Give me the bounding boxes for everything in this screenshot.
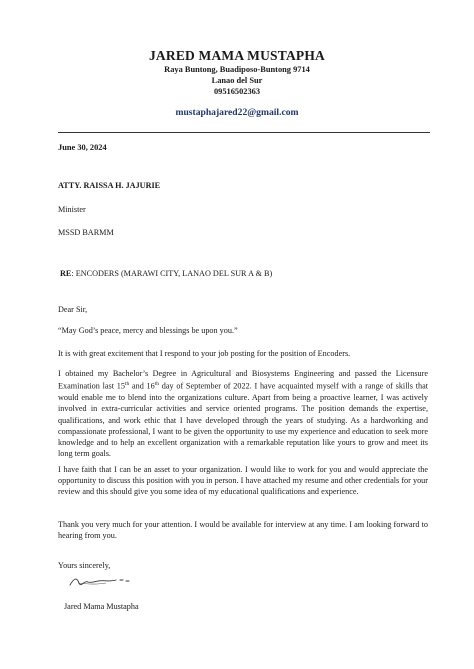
header-divider (58, 132, 430, 133)
paragraph-1: It is with great excitement that I respond to your job posting for the position of Encoders. (58, 349, 351, 358)
sender-email: mustaphajared22@gmail.com (175, 107, 299, 118)
sender-address-line2: Lanao del Sur (211, 76, 263, 85)
sender-phone: 09516502363 (213, 87, 261, 96)
greeting-quote: “May God’s peace, mercy and blessings be upon you.” (58, 326, 238, 335)
sender-name: JARED MAMA MUSTAPHA (148, 48, 326, 63)
subject-label: RE (60, 269, 72, 278)
recipient-office: MSSD BARMM (58, 228, 114, 237)
letter-date: June 30, 2024 (58, 143, 107, 152)
recipient-name: ATTY. RAISSA H. JAJURIE (58, 181, 161, 190)
ordinal-suffix: th (154, 381, 160, 388)
letterhead (0, 48, 474, 119)
ordinal-suffix: th (124, 381, 130, 388)
subject-text: : ENCODERS (MARAWI CITY, LANAO DEL SUR A & B) (71, 269, 273, 278)
paragraph-2 (58, 368, 428, 459)
subject-line (60, 268, 430, 279)
signature-image (68, 574, 138, 590)
closing: Yours sincerely, (58, 561, 111, 570)
paragraph-2-text-b: and 16 (129, 381, 155, 391)
paragraph-3: I have faith that I can be an asset to your organization. I would like to work for you and would appreciate the opportunity to discuss this position with you in person. I have attached my resume and other credentials for your review and this should give you some idea of my educational qualifications and experience. (58, 465, 428, 497)
sender-address-line1: Raya Buntong, Buadiposo-Buntong 9714 (164, 65, 310, 74)
paragraph-2-text-c: day of September of 2022. I have acquainted myself with a range of skills that would enable me to blend into the organizations culture. Apart from being a proactive learner, I was actively involved in extra-curricular activities and service oriented programs. The position demands the expertise, qualifications, and work ethic that I have developed through the years of studying. As a hardworking and compassionate professional, I want to be given the opportunity to use my experience and education to seek more knowledge and to help an excellent organization with a remarkable reputation like yours to grow and meet its long term goals. (58, 381, 428, 459)
salutation: Dear Sir, (58, 305, 88, 314)
recipient-title: Minister (58, 205, 86, 214)
paragraph-2-text-a: I obtained my Bachelor’s Degree in Agricultural and Biosystems Engineering and passed the Licensure Examination last 15 (58, 369, 428, 391)
signatory-name: Jared Mama Mustapha (64, 602, 139, 611)
paragraph-4: Thank you very much for your attention. I would be available for interview at any time. I am looking forward to hearing from you. (58, 520, 428, 541)
